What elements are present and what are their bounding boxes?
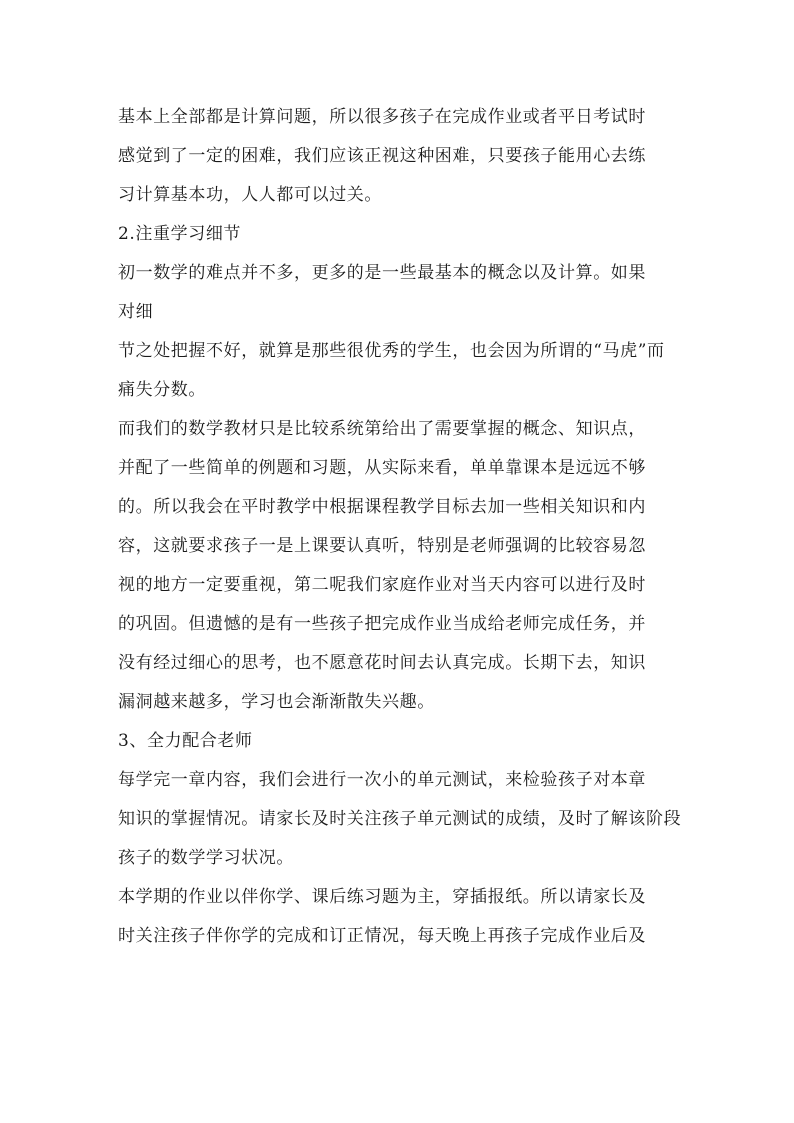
text-line: 视的地方一定要重视，第二呢我们家庭作业对当天内容可以进行及时 [118,575,646,595]
text-line: 痛失分数。 [118,380,206,400]
text-line: 的。所以我会在平时教学中根据课程教学目标去加一些相关知识和内 [118,497,646,517]
text-line: 漏洞越来越多，学习也会渐渐散失兴趣。 [118,692,435,712]
text-line: 习计算基本功，人人都可以过关。 [118,185,382,205]
document-body [118,98,682,956]
text-line: 基本上全部都是计算问题，所以很多孩子在完成作业或者平日考试时 [118,107,646,127]
text-line: 的巩固。但遗憾的是有一些孩子把完成作业当成给老师完成任务，并 [118,614,646,634]
text-line: 而我们的数学教材只是比较系统第给出了需要掌握的概念、知识点， [118,419,646,439]
text-line: 初一数学的难点并不多，更多的是一些最基本的概念以及计算。如果 [118,263,646,283]
text-line: 容，这就要求孩子一是上课要认真听，特别是老师强调的比较容易忽 [118,536,646,556]
text-line: 每学完一章内容，我们会进行一次小的单元测试，来检验孩子对本章 [118,770,646,790]
text-line: 孩子的数学学习状况。 [118,848,294,868]
text-line: 对细 [118,302,154,322]
section-heading: 3、全力配合老师 [118,731,253,751]
text-line: 并配了一些简单的例题和习题，从实际来看，单单靠课本是远远不够 [118,458,646,478]
text-line: 知识的掌握情况。请家长及时关注孩子单元测试的成绩，及时了解该阶段 [118,809,682,829]
text-line: 本学期的作业以伴你学、课后练习题为主，穿插报纸。所以请家长及 [118,887,646,907]
text-line: 节之处把握不好，就算是那些很优秀的学生，也会因为所谓的“马虎”而 [118,341,665,361]
text-line: 感觉到了一定的困难，我们应该正视这种困难，只要孩子能用心去练 [118,146,646,166]
text-line: 时关注孩子伴你学的完成和订正情况，每天晚上再孩子完成作业后及 [118,926,646,946]
text-line: 没有经过细心的思考，也不愿意花时间去认真完成。长期下去，知识 [118,653,646,673]
section-heading: 2.注重学习细节 [118,224,242,244]
